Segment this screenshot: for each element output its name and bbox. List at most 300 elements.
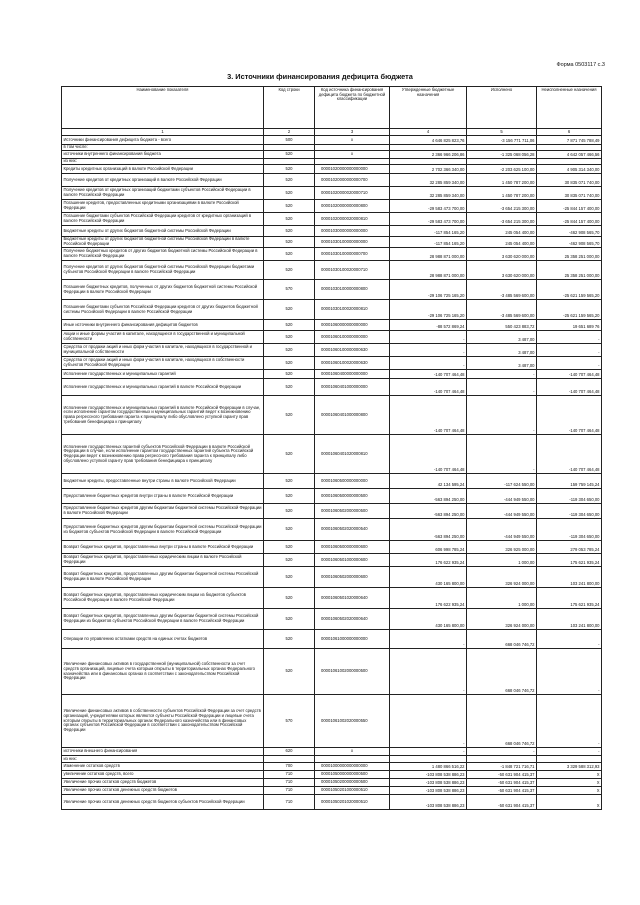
row-name: Возврат бюджетных кредитов, предоставленных юридическим лицам в валюте Российской Федерации [62,554,264,567]
row-name: Увеличение прочих остатков денежных средств бюджетов [62,787,264,795]
row-line-code: 520 [264,519,315,541]
row-source-code: 00001060100020000630 [315,357,390,370]
row-unexecuted: X [537,795,602,810]
row-line-code: 520 [264,379,315,396]
table-row [62,787,602,795]
row-unexecuted: - [537,649,602,695]
row-unexecuted: - [537,357,602,370]
row-approved: -140 707 464,48 [390,370,467,379]
row-source-code: x [315,136,390,145]
row-executed: - [467,370,537,379]
row-unexecuted: 279 053 785,24 [537,541,602,554]
row-line-code: 520 [264,213,315,226]
row-name: Изменение остатков средств [62,763,264,771]
row-source-code: 00001060501000000600 [315,554,390,567]
table-row [62,748,602,756]
table-row [62,779,602,787]
row-line-code: 520 [264,237,315,248]
row-source-code: 00001060400000000000 [315,370,390,379]
header-row [62,87,602,129]
row-line-code: 520 [264,200,315,213]
row-unexecuted: - [537,344,602,357]
row-unexecuted: 25 358 251 000,00 [537,248,602,261]
row-name: из них: [62,756,264,763]
row-name: Погашение бюджетных кредитов, полученных от других бюджетов бюджетной системы Российской Федерации в валюте Российской Федерации [62,280,264,300]
table-row [62,588,602,609]
row-executed: -117 624 550,00 [467,474,537,489]
row-name: Иные источники внутреннего финансирования дефицитов бюджетов [62,320,264,331]
row-line-code: 520 [264,435,315,474]
row-executed: - [467,379,537,396]
row-line-code: 520 [264,609,315,630]
row-executed: -3 654 215 300,00 [467,200,537,213]
row-unexecuted: - [537,695,602,748]
row-source-code: 00001020000000000000 [315,165,390,174]
row-executed: -1 325 068 056,28 [467,151,537,159]
table-row [62,795,602,810]
column-number: 2 [264,129,315,136]
row-approved: - [390,630,467,649]
row-source-code: 00001060500000000000 [315,474,390,489]
row-source-code: 00001060401000000800 [315,396,390,435]
row-executed: -444 949 550,00 [467,489,537,504]
row-line-code: 520 [264,588,315,609]
column-number: 4 [390,129,467,136]
row-line-code: 520 [264,396,315,435]
row-name: из них: [62,159,264,165]
row-approved: -563 894 250,00 [390,504,467,519]
row-approved: 430 165 800,00 [390,609,467,630]
row-source-code: 00001050200000000500 [315,779,390,787]
table-row [62,474,602,489]
row-executed: 326 924 000,00 [467,609,537,630]
row-name: Акции и иные формы участия в капитале, находящиеся в государственной и муниципальной собственности [62,331,264,344]
row-source-code: 00001060502000000500 [315,504,390,519]
row-executed: 668 046 746,72 [467,630,537,649]
row-source-code: 00001061000000000000 [315,630,390,649]
row-unexecuted: X [537,771,602,779]
row-executed: 1 450 787 200,00 [467,187,537,200]
row-executed: -50 631 904 415,37 [467,771,537,779]
row-line-code: 570 [264,280,315,300]
row-name: Возврат бюджетных кредитов, предоставленных другим бюджетам бюджетной системы Российской Федерации в валюте Российской Федерации [62,567,264,588]
row-approved: 32 285 859 340,00 [390,174,467,187]
row-name: Средства от продажи акций и иных форм участия в капитале, находящихся в государственной и муниципальной собственности [62,344,264,357]
row-unexecuted: -140 707 464,48 [537,379,602,396]
row-executed: 1 450 787 200,00 [467,174,537,187]
row-source-code: 00001060502000000600 [315,567,390,588]
row-name: Бюджетные кредиты от других бюджетов бюджетной системы Российской Федерации [62,226,264,237]
row-executed: -444 949 550,00 [467,504,537,519]
row-executed: - [467,435,537,474]
row-unexecuted: 4 642 057 466,56 [537,151,602,159]
row-executed: -50 631 904 415,37 [467,779,537,787]
row-line-code: 710 [264,771,315,779]
row-approved: -29 106 725 165,20 [390,300,467,320]
row-executed: 3 487,00 [467,344,537,357]
row-name: Предоставление бюджетных кредитов другим бюджетам бюджетной системы Российской Федерации в валюте Российской Федерации [62,504,264,519]
table-row [62,151,602,159]
row-unexecuted: 175 621 935,24 [537,554,602,567]
row-executed: 1 000,00 [467,588,537,609]
row-name: в том числе: [62,145,264,151]
row-approved: - [390,344,467,357]
row-approved: 176 622 935,24 [390,554,467,567]
row-executed: 326 925 000,00 [467,541,537,554]
row-approved: -103 808 538 886,23 [390,787,467,795]
table-row [62,300,602,320]
form-code: Форма 0503117 с.3 [556,62,605,68]
column-number: 5 [467,129,537,136]
row-name: Исполнение государственных гарантий субъектов Российской Федерации в валюте Российской Федерации в случае, если исполнение гарантом государственных гарантий субъекта Российской Федерации ведет к возникновению права регрессного требования гаранта к принципалу либо обусловлено уступкой гаранту прав требования бенефициара к принципалу [62,435,264,474]
row-unexecuted: 30 835 071 740,00 [537,174,602,187]
row-executed: - [467,748,537,756]
table-row [62,237,602,248]
table-row [62,609,602,630]
row-source-code: 00001050201000000510 [315,787,390,795]
row-approved: - [390,748,467,756]
row-unexecuted: -25 621 159 565,20 [537,300,602,320]
row-approved: - [390,357,467,370]
row-executed: 3 630 620 000,00 [467,261,537,280]
row-approved: 32 285 859 340,00 [390,187,467,200]
table-row [62,630,602,649]
column-header-name: Наименование показателя [62,87,264,129]
row-source-code: 00001060500000000500 [315,489,390,504]
row-approved: -29 583 473 700,00 [390,200,467,213]
table-row [62,320,602,331]
row-name: Получение кредитов от других бюджетов бюджетной системы Российской Федерации бюджетами субъектов Российской Федерации в валюте Российской Федерации [62,261,264,280]
row-unexecuted: -140 707 464,48 [537,396,602,435]
row-name: Погашение бюджетами субъектов Российской Федерации кредитов от кредитных организаций в валюте Российской Федерации [62,213,264,226]
row-source-code: 00001030000000000000 [315,226,390,237]
row-source-code: 00001030100000000700 [315,248,390,261]
table-row [62,174,602,187]
row-name: источники внешнего финансирования [62,748,264,756]
row-name: Получение бюджетных кредитов от других бюджетов бюджетной системы Российской Федерации в валюте Российской Федерации [62,248,264,261]
row-name: увеличение остатков средств, всего [62,771,264,779]
row-line-code: 520 [264,489,315,504]
row-executed: 668 046 746,72 [467,649,537,695]
row-source-code: 00001030100000000000 [315,237,390,248]
row-unexecuted: 3 329 588 312,93 [537,763,602,771]
row-line-code: 500 [264,136,315,145]
table-row [62,504,602,519]
row-line-code: 520 [264,151,315,159]
row-executed: -50 631 904 415,37 [467,795,537,810]
table-row [62,519,602,541]
row-unexecuted: - [537,630,602,649]
row-name: Погашение кредитов, предоставленных кредитными организациями в валюте Российской Федерации [62,200,264,213]
row-source-code: 00001060100000000630 [315,344,390,357]
row-name: Возврат бюджетных кредитов, предоставленных внутри страны в валюте Российской Федерации [62,541,264,554]
table-row [62,261,602,280]
row-name: Кредиты кредитных организаций в валюте Российской Федерации [62,165,264,174]
row-unexecuted: 159 759 145,24 [537,474,602,489]
row-name: Предоставление бюджетных кредитов другим бюджетам бюджетной системы Российской Федерации из бюджетов субъектов Российской Федерации в валюте Российской Федерации [62,519,264,541]
row-approved: 42 134 595,24 [390,474,467,489]
row-approved: -563 894 250,00 [390,489,467,504]
row-line-code: 520 [264,370,315,379]
row-executed: -444 949 550,00 [467,519,537,541]
row-unexecuted: 7 871 745 788,49 [537,136,602,145]
table-row [62,357,602,370]
row-source-code: 00001060401020000810 [315,435,390,474]
row-name: Получение кредитов от кредитных организаций бюджетами субъектов Российской Федерации в валюте Российской Федерации [62,187,264,200]
row-approved: -103 808 538 886,23 [390,795,467,810]
row-approved: -103 808 538 886,23 [390,779,467,787]
column-header-executed: Исполнено [467,87,537,129]
row-source-code: 00001030100020000810 [315,300,390,320]
row-executed: 3 487,00 [467,357,537,370]
table-row [62,248,602,261]
row-line-code: 520 [264,174,315,187]
row-approved: -563 894 250,00 [390,519,467,541]
row-executed: 245 054 400,00 [467,237,537,248]
row-line-code: 520 [264,567,315,588]
row-source-code: 00001061002000000500 [315,649,390,695]
table-row [62,756,602,763]
row-unexecuted: 103 241 800,00 [537,609,602,630]
row-line-code: 710 [264,779,315,787]
row-source-code: 00001060502020000640 [315,609,390,630]
row-executed: -3 156 771 711,06 [467,136,537,145]
row-approved: 2 702 366 340,00 [390,165,467,174]
row-approved: 4 646 825 823,76 [390,136,467,145]
sources-table [61,86,602,810]
table-row [62,771,602,779]
row-unexecuted: 175 621 935,24 [537,588,602,609]
row-approved: -88 572 869,24 [390,320,467,331]
row-source-code: 00001050201020000510 [315,795,390,810]
row-source-code: 00001020000000000700 [315,174,390,187]
row-name: Средства от продажи акций и иных форм участия в капитале, находящихся в собственности субъектов Российской Федерации [62,357,264,370]
row-line-code: 700 [264,763,315,771]
row-line-code: 520 [264,320,315,331]
table-row [62,370,602,379]
row-executed: -3 485 569 600,00 [467,300,537,320]
row-approved: 430 165 800,00 [390,567,467,588]
row-name: Источники финансирования дефицита бюджета - всего [62,136,264,145]
row-approved: -29 106 725 165,20 [390,280,467,300]
row-unexecuted: -140 707 464,48 [537,435,602,474]
row-unexecuted: -119 304 650,00 [537,489,602,504]
row-approved: -140 707 464,48 [390,379,467,396]
row-unexecuted [537,756,602,763]
row-executed: 3 487,00 [467,331,537,344]
row-line-code: 520 [264,504,315,519]
row-line-code: 710 [264,787,315,795]
row-line-code: 520 [264,344,315,357]
row-approved [390,756,467,763]
row-executed: -2 203 625 100,00 [467,165,537,174]
column-header-source-code: Код источника финансирования дефицита бюджета по бюджетной классификации [315,87,390,129]
row-unexecuted: -462 908 565,70 [537,226,602,237]
row-unexecuted: -140 707 464,48 [537,370,602,379]
row-name: Увеличение финансовых активов в государственной (муниципальной) собственности за счет средств организаций, лицевые счета которым открыты в территориальных органах Федерального казначейства или в финансовых органах в соответствии с законодательством Российской Федерации [62,649,264,695]
row-name: Исполнение государственных и муниципальных гарантий в валюте Российской Федерации в случае, если исполнение гарантом государственных и муниципальных гарантий ведет к возникновению права регрессного требования гаранта к принципалу либо обусловлено уступкой гаранту прав требования бенефициара к принципалу [62,396,264,435]
row-approved: -117 854 165,20 [390,226,467,237]
row-approved: 2 366 966 206,86 [390,151,467,159]
row-executed: -3 485 569 600,00 [467,280,537,300]
row-line-code [264,756,315,763]
row-unexecuted: -25 844 157 400,00 [537,213,602,226]
row-unexecuted: - [537,748,602,756]
column-number: 1 [62,129,264,136]
row-line-code: 520 [264,541,315,554]
row-approved: -117 854 165,20 [390,237,467,248]
row-source-code: x [315,151,390,159]
row-name: источники внутреннего финансирования бюджета [62,151,264,159]
table-row [62,489,602,504]
row-source-code: 00001030100020000710 [315,261,390,280]
table-row [62,165,602,174]
row-executed: -1 848 721 716,71 [467,763,537,771]
column-number-row [62,129,602,136]
table-row [62,379,602,396]
row-unexecuted: 4 905 314 340,00 [537,165,602,174]
row-name: Возврат бюджетных кредитов, предоставленных юридическим лицам из бюджетов субъектов Российской Федерации в валюте Российской Федерации [62,588,264,609]
row-approved: -103 808 538 886,23 [390,771,467,779]
row-unexecuted: X [537,779,602,787]
row-source-code: 00001050000000000500 [315,771,390,779]
row-line-code: 520 [264,226,315,237]
row-approved: 28 988 871 000,00 [390,248,467,261]
row-source-code: 00001060401000000000 [315,379,390,396]
row-source-code [315,756,390,763]
row-line-code: 520 [264,474,315,489]
row-executed: 245 054 400,00 [467,226,537,237]
row-unexecuted: -25 844 157 400,00 [537,200,602,213]
row-approved: - [390,649,467,695]
row-approved: - [390,331,467,344]
table-row [62,331,602,344]
row-source-code: 00001060100000000000 [315,331,390,344]
row-name: Увеличение прочих остатков денежных средств бюджетов субъектов Российской Федерации [62,795,264,810]
row-name: Предоставление бюджетных кредитов внутри страны в валюте Российской Федерации [62,489,264,504]
row-line-code: 520 [264,630,315,649]
table-row [62,554,602,567]
row-line-code: 710 [264,795,315,810]
row-source-code: 00001020000000000800 [315,200,390,213]
table-row [62,435,602,474]
column-number: 6 [537,129,602,136]
row-source-code: x [315,748,390,756]
page-title: 3. Источники финансирования дефицита бюджета [227,72,413,81]
row-approved: -29 583 473 700,00 [390,213,467,226]
row-unexecuted: -119 304 650,00 [537,504,602,519]
table-row [62,541,602,554]
row-executed: -3 654 215 300,00 [467,213,537,226]
row-approved: 606 998 785,24 [390,541,467,554]
table-row [62,213,602,226]
row-name: Исполнение государственных и муниципальных гарантий в валюте Российской Федерации [62,379,264,396]
row-executed [467,756,537,763]
row-unexecuted: 25 358 251 000,00 [537,261,602,280]
row-line-code: 520 [264,261,315,280]
row-executed: - [467,396,537,435]
row-line-code: 520 [264,554,315,567]
column-header-approved: Утвержденные бюджетные назначения [390,87,467,129]
row-name: Бюджетные кредиты, предоставленные внутри страны в валюте Российской Федерации [62,474,264,489]
table-row [62,695,602,748]
row-line-code: 520 [264,165,315,174]
row-name: Увеличение финансовых активов в собственности субъектов Российской Федерации за счет средств организаций, учредителями которых являются субъекты Российской Федерации и лицевые счета которым открыты в территориальных органах Федерального казначейства или в финансовых органах субъектов Российской Федерации в соответствии с законодательством Российской Федерации [62,695,264,748]
row-executed: 1 000,00 [467,554,537,567]
row-executed: 3 630 620 000,00 [467,248,537,261]
row-name: Операции по управлению остатками средств на единых счетах бюджетов [62,630,264,649]
table-row [62,763,602,771]
row-unexecuted: -462 908 565,70 [537,237,602,248]
row-unexecuted: -119 304 650,00 [537,519,602,541]
row-line-code: 570 [264,695,315,748]
row-executed: 668 046 746,72 [467,695,537,748]
row-unexecuted: 103 241 800,00 [537,567,602,588]
row-executed: 550 423 883,72 [467,320,537,331]
row-approved: 28 988 871 000,00 [390,261,467,280]
column-header-line-code: Код строки [264,87,315,129]
row-unexecuted: X [537,787,602,795]
row-executed: 326 924 000,00 [467,567,537,588]
row-name: Увеличение прочих остатков средств бюджетов [62,779,264,787]
row-approved: 176 622 935,24 [390,588,467,609]
row-source-code: 00001060501020000640 [315,588,390,609]
row-unexecuted: 19 651 689 76 [537,320,602,331]
row-approved: 1 480 866 516,22 [390,763,467,771]
row-source-code: 00001061002020000550 [315,695,390,748]
row-source-code: 00001060502020000540 [315,519,390,541]
row-name: Исполнение государственных и муниципальных гарантий [62,370,264,379]
row-source-code: 00001000000000000000 [315,763,390,771]
row-line-code: 520 [264,248,315,261]
row-source-code: 00001030100000000800 [315,280,390,300]
row-unexecuted: - [537,331,602,344]
row-source-code: 00001020000020000710 [315,187,390,200]
row-line-code: 520 [264,300,315,320]
row-approved: - [390,695,467,748]
row-line-code: 520 [264,331,315,344]
row-source-code: 00001020000020000810 [315,213,390,226]
row-executed: -50 631 904 415,37 [467,787,537,795]
row-name: Возврат бюджетных кредитов, предоставленных другим бюджетам бюджетной системы Российской Федерации из бюджетов субъектов Российской Федерации в валюте Российской Федерации [62,609,264,630]
column-header-unexecuted: Неисполненные назначения [537,87,602,129]
table-row [62,649,602,695]
table-row [62,396,602,435]
row-name: Получение кредитов от кредитных организаций в валюте Российской Федерации [62,174,264,187]
table-row [62,187,602,200]
row-line-code: 520 [264,357,315,370]
table-row [62,344,602,357]
row-line-code: 520 [264,187,315,200]
column-number: 3 [315,129,390,136]
row-line-code: 620 [264,748,315,756]
row-source-code: 00001060500000000600 [315,541,390,554]
row-approved: -140 707 464,48 [390,396,467,435]
row-approved: -140 707 464,48 [390,435,467,474]
row-name: Погашение бюджетами субъектов Российской Федерации кредитов от других бюджетов бюджетной системы Российской Федерации в валюте Российской Федерации [62,300,264,320]
row-unexecuted: -25 621 159 565,20 [537,280,602,300]
table-row [62,280,602,300]
table-body [62,136,602,810]
table-row [62,226,602,237]
row-unexecuted: 30 835 071 740,00 [537,187,602,200]
row-source-code: 00001060000000000000 [315,320,390,331]
row-line-code: 520 [264,649,315,695]
table-row [62,567,602,588]
table-row [62,136,602,145]
table-row [62,200,602,213]
row-name: Бюджетные кредиты от других бюджетов бюджетной системы Российской Федерации в валюте Российской Федерации [62,237,264,248]
